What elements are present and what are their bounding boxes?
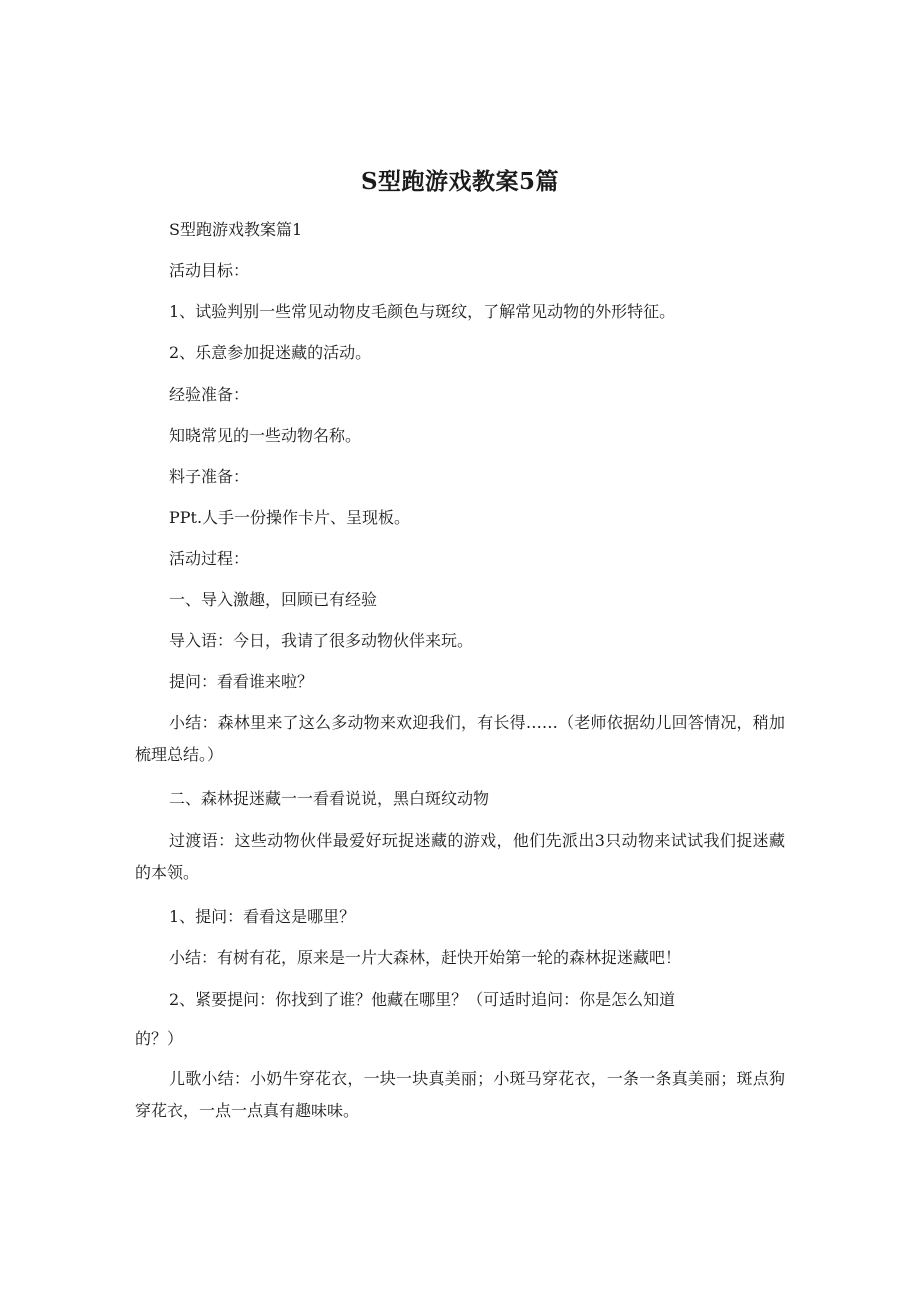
paragraph-key-question-end: 的？）	[135, 1029, 184, 1048]
paragraph-summary-1: 小结：森林里来了这么多动物来欢迎我们，有长得……（老师依据幼儿回答情况，稍加梳理总结。）	[135, 713, 785, 764]
paragraph-experience-label: 经验准备：	[169, 385, 250, 404]
paragraph-objective-1: 1、试验判别一些常见动物皮毛颜色与斑纹，了解常见动物的外形特征。	[169, 302, 676, 321]
paragraph-experience: 知晓常见的一些动物名称。	[169, 426, 362, 445]
paragraph-song-summary: 儿歌小结：小奶牛穿花衣，一块一块真美丽；小斑马穿花衣，一条一条真美丽；斑点狗穿花衣，一点一点真有趣味味。	[135, 1069, 785, 1120]
paragraph-step-2-heading: 二、森林捉迷藏一一看看说说，黑白斑纹动物	[169, 789, 490, 808]
paragraph-materials: PPt.人手一份操作卡片、呈现板。	[169, 508, 411, 527]
paragraph-objectives-label: 活动目标：	[169, 261, 250, 280]
paragraph-materials-label: 料子准备：	[169, 467, 250, 486]
paragraph-question: 提问：看看谁来啦？	[169, 672, 314, 691]
section-heading: S型跑游戏教案篇1	[169, 220, 303, 239]
paragraph-process-label: 活动过程：	[169, 549, 250, 568]
paragraph-objective-2: 2、乐意参加捉迷藏的活动。	[169, 343, 372, 362]
paragraph-summary-2: 小结：有树有花，原来是一片大森林，赶快开始第一轮的森林捉迷藏吧！	[169, 948, 682, 967]
document-title: S型跑游戏教案5篇	[360, 168, 560, 195]
paragraph-key-question: 2、紧要提问：你找到了谁？他藏在哪里？（可适时追问：你是怎么知道	[169, 990, 676, 1009]
paragraph-step-1-heading: 一、导入激趣，回顾已有经验	[169, 590, 378, 609]
paragraph-intro-speech: 导入语：今日，我请了很多动物伙伴来玩。	[169, 631, 474, 650]
paragraph-question-1: 1、提问：看看这是哪里？	[169, 907, 356, 926]
paragraph-transition-speech: 过渡语：这些动物伙伴最爱好玩捉迷藏的游戏，他们先派出3只动物来试试我们捉迷藏的本领。	[135, 831, 785, 882]
